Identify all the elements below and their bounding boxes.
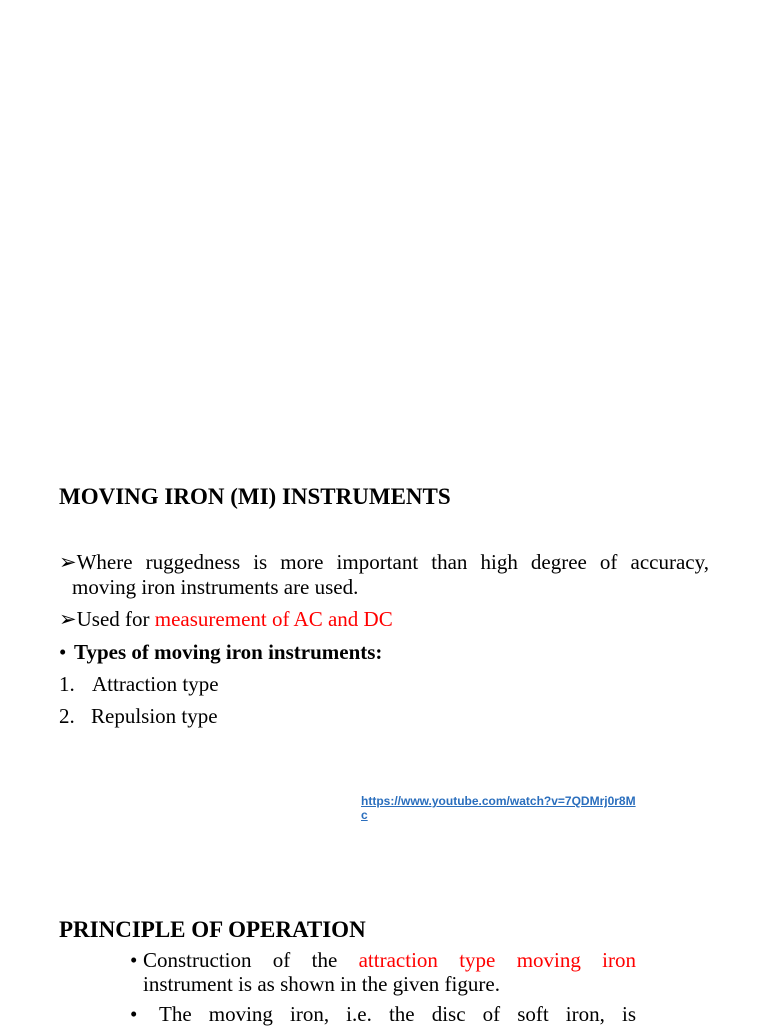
arrow-item-ruggedness-line2: moving iron instruments are used. xyxy=(72,575,359,599)
bullet-construction-line2: instrument is as shown in the given figure. xyxy=(143,972,500,996)
bullet-icon: • xyxy=(130,948,138,972)
bullet-icon: • xyxy=(130,1002,138,1026)
bullet-text-prefix: Construction of the xyxy=(143,948,338,972)
item-text: Where ruggedness is more important than high degree of accuracy, xyxy=(76,550,709,574)
bullet-construction-line1 xyxy=(130,948,636,972)
arrow-item-used-for xyxy=(59,607,393,631)
bullet-text: The moving iron, i.e. the disc of soft iron, is xyxy=(159,1002,636,1026)
item-prefix: Used for xyxy=(76,607,155,631)
bullet-item-types xyxy=(59,640,382,664)
list-item-attraction xyxy=(59,672,219,696)
bullet-moving-iron-line1 xyxy=(130,1002,636,1026)
list-label: Repulsion type xyxy=(91,704,218,728)
types-label: Types of moving iron instruments: xyxy=(74,640,383,664)
bullet-icon: • xyxy=(59,640,67,664)
arrow-item-ruggedness-line1 xyxy=(59,550,709,574)
highlight-ac-dc: measurement of AC and DC xyxy=(154,607,393,631)
list-item-repulsion xyxy=(59,704,218,728)
list-label: Attraction type xyxy=(92,672,219,696)
list-number: 2. xyxy=(59,704,75,728)
section-heading-principle: PRINCIPLE OF OPERATION xyxy=(59,917,366,942)
arrow-bullet-icon: ➢ xyxy=(59,607,77,631)
arrow-bullet-icon: ➢ xyxy=(59,550,77,574)
list-number: 1. xyxy=(59,672,75,696)
highlight-attraction-type: attraction type moving iron xyxy=(358,948,637,972)
youtube-link[interactable]: https://www.youtube.com/watch?v=7QDMrj0r8Mc xyxy=(361,794,636,822)
section-heading-mi-instruments: MOVING IRON (MI) INSTRUMENTS xyxy=(59,484,451,509)
